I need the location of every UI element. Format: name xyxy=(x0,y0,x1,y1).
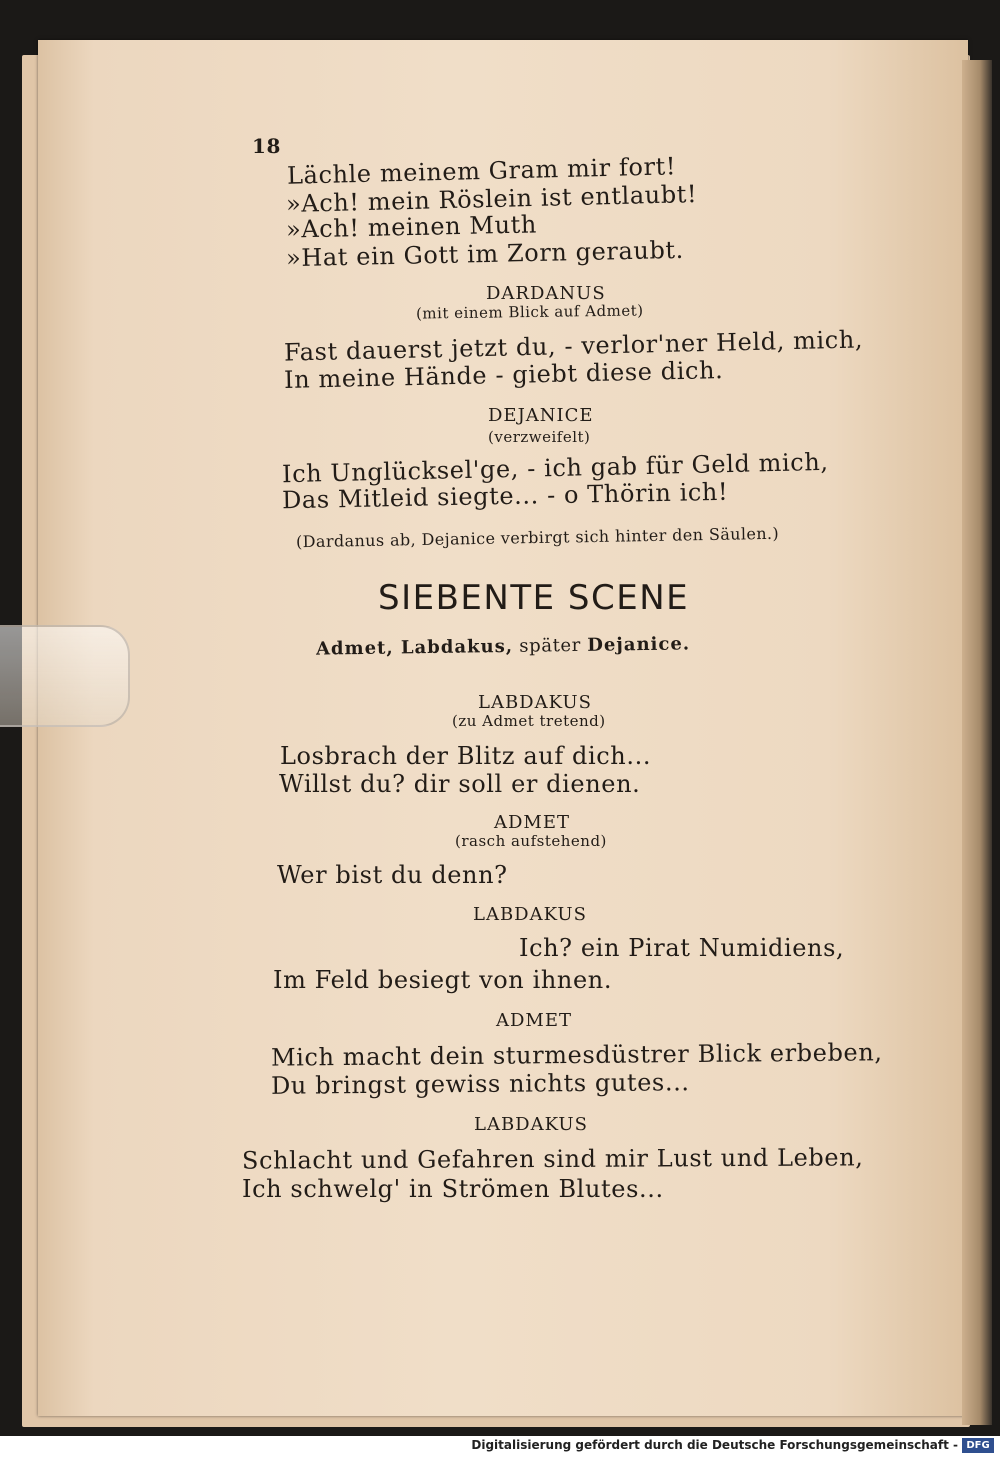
speaker-name: LABDAKUS xyxy=(478,692,592,713)
footer-bar xyxy=(0,1436,1000,1457)
verse-line: Willst du? dir soll er dienen. xyxy=(279,770,641,798)
cast-late-name: Dejanice. xyxy=(587,633,691,656)
speaker-name: ADMET xyxy=(496,1010,573,1031)
speaker-name: DARDANUS xyxy=(486,283,606,304)
verse-line: Schlacht und Gefahren sind mir Lust und Leben, xyxy=(241,1143,864,1175)
verse-line: Ich schwelg' in Strömen Blutes... xyxy=(242,1175,664,1203)
verse-line: Ich Unglücksel'ge, - ich gab für Geld mich, xyxy=(281,447,829,489)
verse-line: »Ach! meinen Muth xyxy=(285,210,538,244)
speaker-name: DEJANICE xyxy=(488,405,594,426)
scene-title: SIEBENTE SCENE xyxy=(378,578,690,618)
verse-line: In meine Hände - giebt diese dich. xyxy=(283,356,724,394)
verse-line: Wer bist du denn? xyxy=(277,861,508,889)
verse-line: »Ach! mein Röslein ist entlaubt! xyxy=(285,179,698,219)
speaker-name: LABDAKUS xyxy=(473,904,587,925)
verse-line: Im Feld besiegt von ihnen. xyxy=(273,966,613,994)
cast-names: Admet, Labdakus, xyxy=(315,635,514,660)
binding-edge xyxy=(962,60,992,1425)
verse-line: Ich? ein Pirat Numidiens, xyxy=(519,934,845,962)
stage-direction: (mit einem Blick auf Admet) xyxy=(415,301,644,323)
verse-line: Losbrach der Blitz auf dich... xyxy=(280,742,652,770)
stage-direction: (Dardanus ab, Dejanice verbirgt sich hinter den Säulen.) xyxy=(295,523,780,552)
verse-line: »Hat ein Gott im Zorn geraubt. xyxy=(285,235,685,273)
verse-line: Du bringst gewiss nichts gutes... xyxy=(270,1068,690,1100)
page-clip xyxy=(0,625,130,727)
stage-direction: (rasch aufstehend) xyxy=(455,832,607,850)
verse-line: Mich macht dein sturmesdüstrer Blick erbeben, xyxy=(270,1038,883,1072)
speaker-name: LABDAKUS xyxy=(474,1114,588,1135)
verse-line: Lächle meinem Gram mir fort! xyxy=(286,152,677,190)
cast-later: später xyxy=(519,634,582,657)
stage-direction: (zu Admet tretend) xyxy=(452,712,606,730)
dfg-logo: DFG xyxy=(962,1438,994,1453)
verse-line: Das Mitleid siegte... - o Thörin ich! xyxy=(281,477,729,515)
page-number: 18 xyxy=(252,134,282,158)
stage-direction: (verzweifelt) xyxy=(488,428,591,446)
speaker-name: ADMET xyxy=(494,812,571,833)
verse-line: Fast dauerst jetzt du, - verlor'ner Held, mich, xyxy=(283,325,864,367)
funding-credit: Digitalisierung gefördert durch die Deutsche Forschungsgemeinschaft - xyxy=(471,1438,958,1452)
